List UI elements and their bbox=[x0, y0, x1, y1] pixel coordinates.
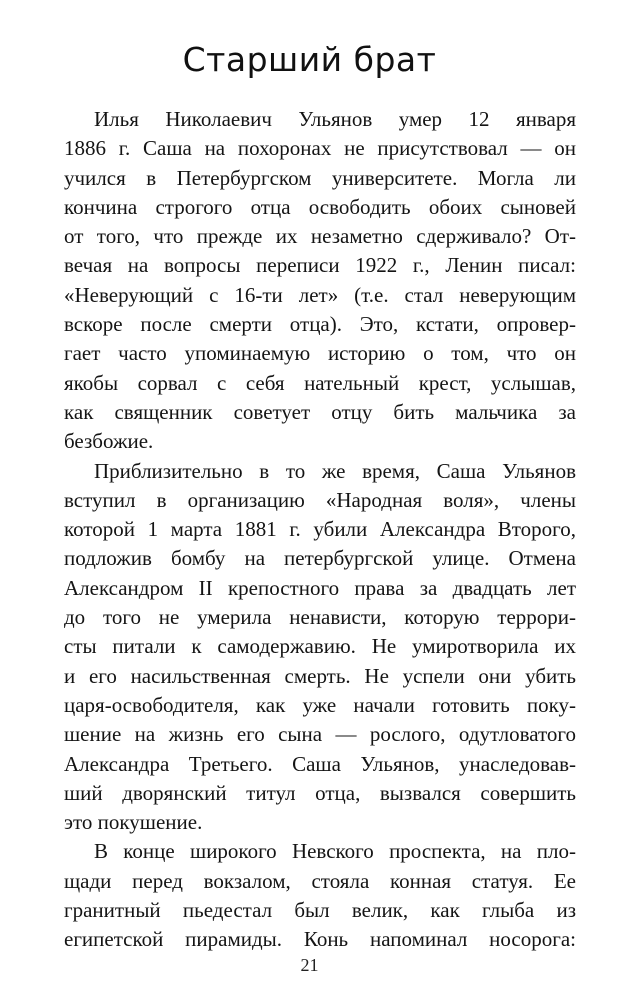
text-line: 1886 г. Саша на похоронах не присутствовал — он bbox=[64, 136, 576, 161]
text-line: якобы сорвал с себя нательный крест, услышав, bbox=[64, 370, 576, 395]
text-line: от того, что прежде их незаметно сдерживало? От- bbox=[64, 224, 576, 249]
text-line: царя-освободителя, как уже начали готовить поку- bbox=[64, 692, 576, 717]
body-text bbox=[64, 105, 576, 955]
page-number: 21 bbox=[300, 955, 319, 975]
paragraph bbox=[64, 457, 576, 838]
text-line: В конце широкого Невского проспекта, на пло- bbox=[94, 839, 576, 864]
text-line: до того не умерила ненависти, которую террори- bbox=[64, 605, 576, 630]
text-line: Приблизительно в то же время, Саша Ульянов bbox=[94, 458, 576, 483]
text-line: вступил в организацию «Народная воля», члены bbox=[64, 487, 576, 512]
paragraph bbox=[64, 105, 576, 457]
text-line: шение на жизнь его сына — рослого, одутловатого bbox=[64, 722, 576, 747]
text-line: «Неверующий с 16-ти лет» (т.е. стал неверующим bbox=[64, 282, 576, 307]
text-line: подложив бомбу на петербургской улице. Отмена bbox=[64, 546, 576, 571]
text-line: учился в Петербургском университете. Могла ли bbox=[64, 165, 576, 190]
paragraph bbox=[64, 837, 576, 954]
text-line: вскоре после смерти отца). Это, кстати, опровер- bbox=[64, 312, 576, 337]
text-line: ший дворянский титул отца, вызвался совершить bbox=[64, 780, 576, 805]
text-line: это покушение. bbox=[64, 810, 203, 835]
text-line: гает часто упоминаемую историю о том, что он bbox=[64, 341, 576, 366]
text-line: гранитный пьедестал был велик, как глыба из bbox=[64, 898, 576, 923]
text-line: которой 1 марта 1881 г. убили Александра Второго, bbox=[64, 517, 576, 542]
text-line: Александром II крепостного права за двадцать лет bbox=[64, 575, 576, 600]
text-line: и его насильственная смерть. Не успели они убить bbox=[64, 663, 576, 688]
text-line: Александра Третьего. Саша Ульянов, унаследовав- bbox=[64, 751, 576, 776]
chapter-title: Старший брат bbox=[182, 40, 437, 79]
text-line: щади перед вокзалом, стояла конная статуя. Ее bbox=[64, 868, 576, 893]
text-line: египетской пирамиды. Конь напоминал носорога: bbox=[64, 927, 576, 952]
text-line: вечая на вопросы переписи 1922 г., Ленин писал: bbox=[64, 253, 576, 278]
text-line: безбожие. bbox=[64, 429, 154, 454]
text-line: как священник советует отцу бить мальчика за bbox=[64, 399, 576, 424]
text-line: Илья Николаевич Ульянов умер 12 января bbox=[94, 107, 576, 131]
text-line: кончина строгого отца освободить обоих сыновей bbox=[64, 194, 576, 219]
text-line: сты питали к самодержавию. Не умиротворила их bbox=[64, 634, 576, 659]
